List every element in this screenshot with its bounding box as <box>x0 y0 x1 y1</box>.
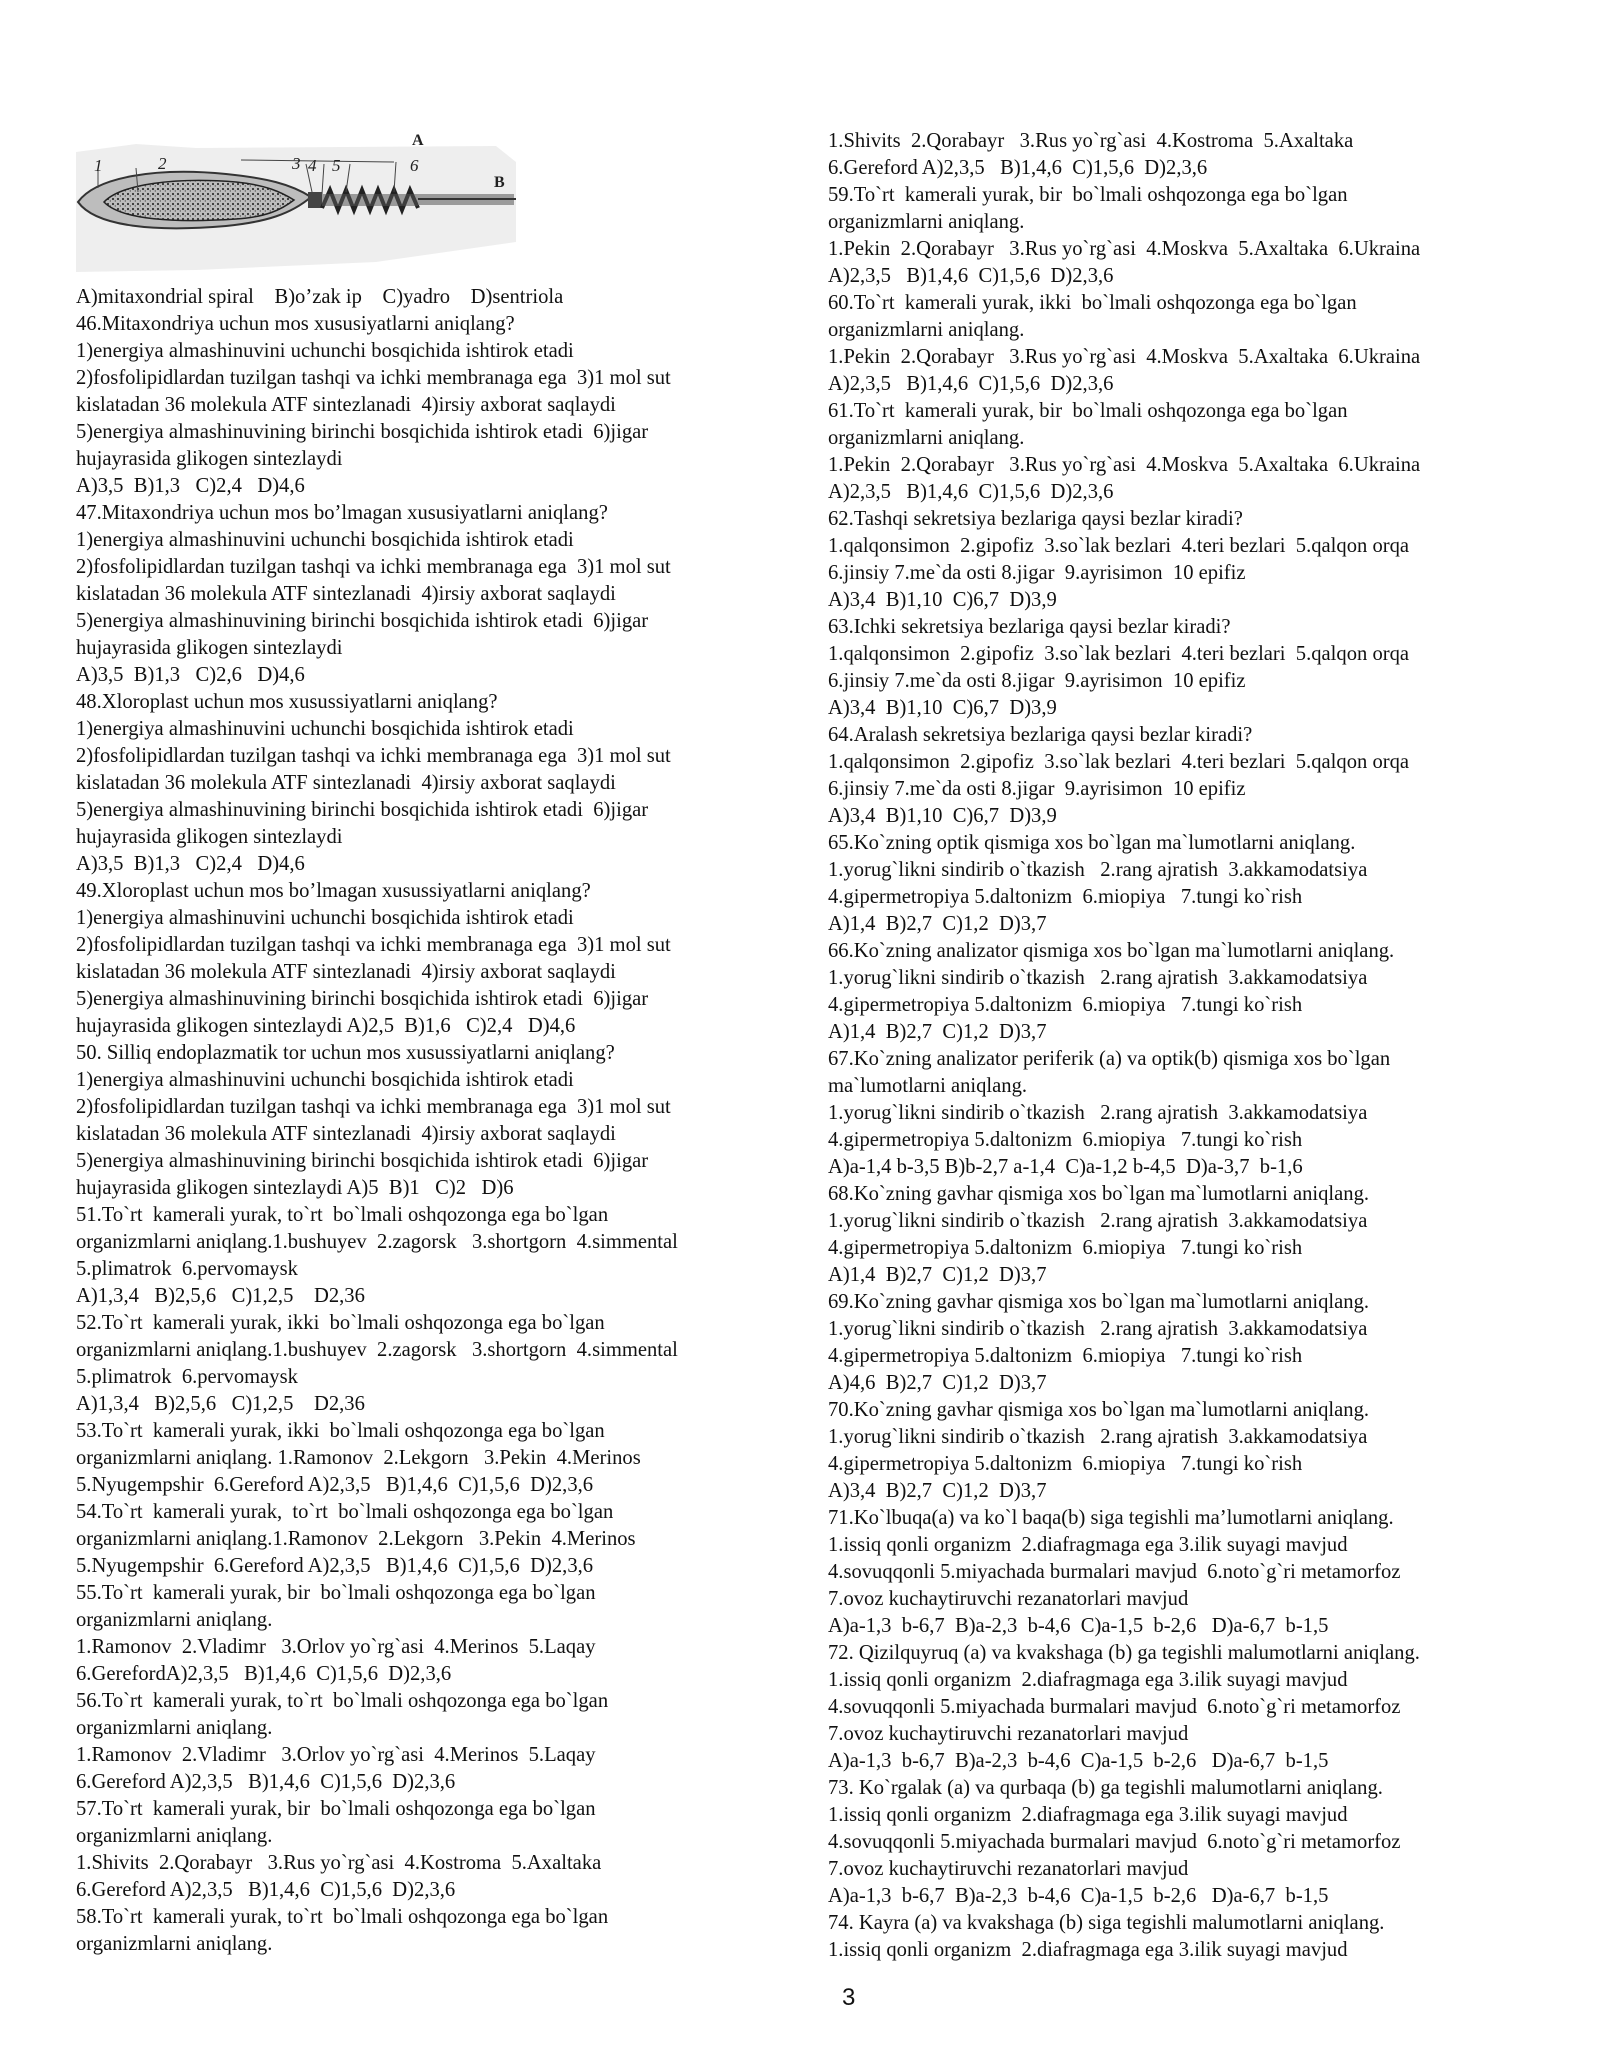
right-column-text-line: 1.Pekin 2.Qorabayr 3.Rus yo`rg`asi 4.Moskva 5.Axaltaka 6.Ukraina <box>828 238 1421 260</box>
right-column-text-line: 7.ovoz kuchaytiruvchi rezanatorlari mavjud <box>828 1858 1189 1880</box>
right-column-text-line: 6.jinsiy 7.me`da osti 8.jigar 9.ayrisimon 10 epifiz <box>828 562 1246 584</box>
left-column-text-line: 5.plimatrok 6.pervomaysk <box>76 1366 298 1388</box>
left-column-text-line: hujayrasida glikogen sintezlaydi A)5 B)1 C)2 D)6 <box>76 1177 514 1199</box>
right-column-text-line: 1.yorug`likni sindirib o`tkazish 2.rang ajratish 3.akkamodatsiya <box>828 1210 1368 1232</box>
left-column-text-line: kislatadan 36 molekula ATF sintezlanadi 4)irsiy axborat saqlaydi <box>76 772 616 794</box>
left-column-text-line: 5)energiya almashinuvining birinchi bosqichida ishtirok etadi 6)jigar <box>76 1150 649 1172</box>
right-column-text-line: A)1,4 B)2,7 C)1,2 D)3,7 <box>828 1021 1047 1043</box>
left-column-text-line: organizmlarni aniqlang.1.bushuyev 2.zagorsk 3.shortgorn 4.simmental <box>76 1231 678 1253</box>
right-column-text-line: organizmlarni aniqlang. <box>828 427 1025 449</box>
left-column-text-line: 50. Silliq endoplazmatik tor uchun mos xusussiyatlarni aniqlang? <box>76 1042 615 1064</box>
left-column-text-line: A)mitaxondrial spiral B)o’zak ip C)yadro D)sentriola <box>76 286 564 308</box>
left-column-text-line: 52.To`rt kamerali yurak, ikki bo`lmali oshqozonga ega bo`lgan <box>76 1312 605 1334</box>
right-column-text-line: 4.gipermetropiya 5.daltonizm 6.miopiya 7.tungi ko`rish <box>828 1129 1303 1151</box>
right-column-text-line: 1.Pekin 2.Qorabayr 3.Rus yo`rg`asi 4.Moskva 5.Axaltaka 6.Ukraina <box>828 454 1421 476</box>
right-column-text-line: 4.gipermetropiya 5.daltonizm 6.miopiya 7.tungi ko`rish <box>828 1237 1303 1259</box>
right-column-text-line: 70.Ko`zning gavhar qismiga xos bo`lgan ma`lumotlarni aniqlang. <box>828 1399 1370 1421</box>
sperm-cell-figure <box>76 122 516 282</box>
right-column-text-line: 6.Gereford A)2,3,5 B)1,4,6 C)1,5,6 D)2,3,6 <box>828 157 1208 179</box>
right-column-text-line: 1.yorug`likni sindirib o`tkazish 2.rang ajratish 3.akkamodatsiya <box>828 859 1368 881</box>
right-column-text-line: 72. Qizilquyruq (a) va kvakshaga (b) ga tegishli malumotlarni aniqlang. <box>828 1642 1420 1664</box>
right-column-text-line: A)2,3,5 B)1,4,6 C)1,5,6 D)2,3,6 <box>828 265 1114 287</box>
right-column-text-line: 61.To`rt kamerali yurak, bir bo`lmali oshqozonga ega bo`lgan <box>828 400 1348 422</box>
left-column-text-line: hujayrasida glikogen sintezlaydi <box>76 637 343 659</box>
left-column-text-line: 1.Shivits 2.Qorabayr 3.Rus yo`rg`asi 4.Kostroma 5.Axaltaka <box>76 1852 602 1874</box>
right-column-text-line: A)a-1,3 b-6,7 B)a-2,3 b-4,6 C)a-1,5 b-2,6 D)a-6,7 b-1,5 <box>828 1750 1329 1772</box>
right-column-text-line: ma`lumotlarni aniqlang. <box>828 1075 1028 1097</box>
left-column-text-line: 1)energiya almashinuvini uchunchi bosqichida ishtirok etadi <box>76 907 574 929</box>
right-column-text-line: 73. Ko`rgalak (a) va qurbaqa (b) ga tegishli malumotlarni aniqlang. <box>828 1777 1383 1799</box>
left-column-text-line: organizmlarni aniqlang. <box>76 1717 273 1739</box>
right-column-text-line: 63.Ichki sekretsiya bezlariga qaysi bezlar kiradi? <box>828 616 1231 638</box>
left-column-text-line: A)3,5 B)1,3 C)2,4 D)4,6 <box>76 475 305 497</box>
left-column-text-line: 57.To`rt kamerali yurak, bir bo`lmali oshqozonga ega bo`lgan <box>76 1798 596 1820</box>
left-column <box>76 284 781 1958</box>
left-column-text-line: 2)fosfolipidlardan tuzilgan tashqi va ichki membranaga ega 3)1 mol sut <box>76 556 671 578</box>
left-column-text-line: 47.Mitaxondriya uchun mos bo’lmagan xususiyatlarni aniqlang? <box>76 502 608 524</box>
left-column-text-line: 53.To`rt kamerali yurak, ikki bo`lmali oshqozonga ega bo`lgan <box>76 1420 605 1442</box>
left-column-text-line: 58.To`rt kamerali yurak, to`rt bo`lmali oshqozonga ega bo`lgan <box>76 1906 609 1928</box>
left-column-text-line: 6.Gereford A)2,3,5 B)1,4,6 C)1,5,6 D)2,3,6 <box>76 1771 456 1793</box>
right-column-text-line: 66.Ko`zning analizator qismiga xos bo`lgan ma`lumotlarni aniqlang. <box>828 940 1395 962</box>
right-column-text-line: 1.yorug`likni sindirib o`tkazish 2.rang ajratish 3.akkamodatsiya <box>828 1102 1368 1124</box>
left-column-text-line: 49.Xloroplast uchun mos bo’lmagan xusussiyatlarni aniqlang? <box>76 880 591 902</box>
right-column-text-line: 1.qalqonsimon 2.gipofiz 3.so`lak bezlari 4.teri bezlari 5.qalqon orqa <box>828 535 1410 557</box>
figure-label-3: 3 <box>292 154 301 173</box>
left-column-text-line: 5.Nyugempshir 6.Gereford A)2,3,5 B)1,4,6 C)1,5,6 D)2,3,6 <box>76 1474 594 1496</box>
left-column-text-line: hujayrasida glikogen sintezlaydi <box>76 448 343 470</box>
right-column-text-line: 1.yorug`likni sindirib o`tkazish 2.rang ajratish 3.akkamodatsiya <box>828 1426 1368 1448</box>
left-column-text-line: 1)energiya almashinuvini uchunchi bosqichida ishtirok etadi <box>76 340 574 362</box>
right-column-text-line: 60.To`rt kamerali yurak, ikki bo`lmali oshqozonga ega bo`lgan <box>828 292 1357 314</box>
right-column-text-line: 64.Aralash sekretsiya bezlariga qaysi bezlar kiradi? <box>828 724 1253 746</box>
right-column-text-line: 4.gipermetropiya 5.daltonizm 6.miopiya 7.tungi ko`rish <box>828 886 1303 908</box>
left-column-text-line: A)1,3,4 B)2,5,6 C)1,2,5 D2,36 <box>76 1285 365 1307</box>
left-column-text-line: 5)energiya almashinuvining birinchi bosqichida ishtirok etadi 6)jigar <box>76 988 649 1010</box>
left-column-text-line: hujayrasida glikogen sintezlaydi <box>76 826 343 848</box>
figure-label-6: 6 <box>410 156 419 175</box>
left-column-text-line: kislatadan 36 molekula ATF sintezlanadi 4)irsiy axborat saqlaydi <box>76 961 616 983</box>
left-column-text-line: kislatadan 36 molekula ATF sintezlanadi 4)irsiy axborat saqlaydi <box>76 583 616 605</box>
right-column-text-line: A)a-1,3 b-6,7 B)a-2,3 b-4,6 C)a-1,5 b-2,6 D)a-6,7 b-1,5 <box>828 1615 1329 1637</box>
right-column-text-line: 1.issiq qonli organizm 2.diafragmaga ega 3.ilik suyagi mavjud <box>828 1669 1348 1691</box>
left-column-text-line: 56.To`rt kamerali yurak, to`rt bo`lmali oshqozonga ega bo`lgan <box>76 1690 609 1712</box>
left-column-text-line: 5.Nyugempshir 6.Gereford A)2,3,5 B)1,4,6 C)1,5,6 D)2,3,6 <box>76 1555 594 1577</box>
left-column-text-line: 2)fosfolipidlardan tuzilgan tashqi va ichki membranaga ega 3)1 mol sut <box>76 367 671 389</box>
right-column-text-line: A)2,3,5 B)1,4,6 C)1,5,6 D)2,3,6 <box>828 373 1114 395</box>
right-column-text-line: 1.qalqonsimon 2.gipofiz 3.so`lak bezlari 4.teri bezlari 5.qalqon orqa <box>828 751 1410 773</box>
left-column-text-line: 46.Mitaxondriya uchun mos xususiyatlarni aniqlang? <box>76 313 515 335</box>
right-column-text-line: 1.Shivits 2.Qorabayr 3.Rus yo`rg`asi 4.Kostroma 5.Axaltaka <box>828 130 1354 152</box>
left-column-text-line: kislatadan 36 molekula ATF sintezlanadi 4)irsiy axborat saqlaydi <box>76 394 616 416</box>
figure-label-b: B <box>494 174 505 191</box>
right-column-text-line: 1.Pekin 2.Qorabayr 3.Rus yo`rg`asi 4.Moskva 5.Axaltaka 6.Ukraina <box>828 346 1421 368</box>
left-column-text-line: 2)fosfolipidlardan tuzilgan tashqi va ichki membranaga ega 3)1 mol sut <box>76 1096 671 1118</box>
right-column-text-line: 69.Ko`zning gavhar qismiga xos bo`lgan ma`lumotlarni aniqlang. <box>828 1291 1370 1313</box>
left-column-text-line: 5)energiya almashinuvining birinchi bosqichida ishtirok etadi 6)jigar <box>76 799 649 821</box>
right-column-text-line: 4.sovuqqonli 5.miyachada burmalari mavjud 6.noto`g`ri metamorfoz <box>828 1561 1401 1583</box>
sperm-cell-illustration <box>76 122 516 282</box>
right-column-text-line: A)3,4 B)1,10 C)6,7 D)3,9 <box>828 589 1057 611</box>
left-column-text-line: 51.To`rt kamerali yurak, to`rt bo`lmali oshqozonga ega bo`lgan <box>76 1204 609 1226</box>
right-column-text-line: 4.gipermetropiya 5.daltonizm 6.miopiya 7.tungi ko`rish <box>828 994 1303 1016</box>
right-column-text-line: 6.jinsiy 7.me`da osti 8.jigar 9.ayrisimon 10 epifiz <box>828 670 1246 692</box>
left-column-text-line: 55.To`rt kamerali yurak, bir bo`lmali oshqozonga ega bo`lgan <box>76 1582 596 1604</box>
right-column-text-line: 4.gipermetropiya 5.daltonizm 6.miopiya 7.tungi ko`rish <box>828 1345 1303 1367</box>
left-column-text-line: organizmlarni aniqlang. 1.Ramonov 2.Lekgorn 3.Pekin 4.Merinos <box>76 1447 641 1469</box>
left-column-text-line: kislatadan 36 molekula ATF sintezlanadi 4)irsiy axborat saqlaydi <box>76 1123 616 1145</box>
right-column-text-line: A)3,4 B)1,10 C)6,7 D)3,9 <box>828 697 1057 719</box>
right-column-text-line: 1.yorug`likni sindirib o`tkazish 2.rang ajratish 3.akkamodatsiya <box>828 1318 1368 1340</box>
figure-label-5: 5 <box>332 156 341 175</box>
left-column-text-line: 48.Xloroplast uchun mos xusussiyatlarni aniqlang? <box>76 691 498 713</box>
page-number: 3 <box>842 1984 856 2011</box>
right-column-text-line: 71.Ko`lbuqa(a) va ko`l baqa(b) siga tegishli ma’lumotlarni aniqlang. <box>828 1507 1394 1529</box>
figure-label-1: 1 <box>94 156 103 175</box>
right-column-text-line: 1.issiq qonli organizm 2.diafragmaga ega 3.ilik suyagi mavjud <box>828 1534 1348 1556</box>
right-column-text-line: 1.yorug`likni sindirib o`tkazish 2.rang ajratish 3.akkamodatsiya <box>828 967 1368 989</box>
left-column-text-line: A)3,5 B)1,3 C)2,4 D)4,6 <box>76 853 305 875</box>
right-column-text-line: A)a-1,4 b-3,5 B)b-2,7 a-1,4 C)a-1,2 b-4,5 D)a-3,7 b-1,6 <box>828 1156 1303 1178</box>
right-column-text-line: 68.Ko`zning gavhar qismiga xos bo`lgan ma`lumotlarni aniqlang. <box>828 1183 1370 1205</box>
right-column-text-line: 4.sovuqqonli 5.miyachada burmalari mavjud 6.noto`g`ri metamorfoz <box>828 1831 1401 1853</box>
right-column-text-line: A)1,4 B)2,7 C)1,2 D)3,7 <box>828 913 1047 935</box>
right-column-text-line: 1.issiq qonli organizm 2.diafragmaga ega 3.ilik suyagi mavjud <box>828 1804 1348 1826</box>
right-column-text-line: 6.jinsiy 7.me`da osti 8.jigar 9.ayrisimon 10 epifiz <box>828 778 1246 800</box>
right-column-text-line: 1.qalqonsimon 2.gipofiz 3.so`lak bezlari 4.teri bezlari 5.qalqon orqa <box>828 643 1410 665</box>
right-column-text-line: A)1,4 B)2,7 C)1,2 D)3,7 <box>828 1264 1047 1286</box>
left-column-text-line: organizmlarni aniqlang.1.Ramonov 2.Lekgorn 3.Pekin 4.Merinos <box>76 1528 636 1550</box>
right-column-text-line: 67.Ko`zning analizator periferik (a) va optik(b) qismiga xos bo`lgan <box>828 1048 1391 1070</box>
figure-label-4: 4 <box>308 156 317 175</box>
right-column-text-line: 62.Tashqi sekretsiya bezlariga qaysi bezlar kiradi? <box>828 508 1243 530</box>
left-column-text-line: organizmlarni aniqlang. <box>76 1609 273 1631</box>
left-column-text-line: 54.To`rt kamerali yurak, to`rt bo`lmali oshqozonga ega bo`lgan <box>76 1501 614 1523</box>
left-column-text-line: organizmlarni aniqlang.1.bushuyev 2.zagorsk 3.shortgorn 4.simmental <box>76 1339 678 1361</box>
left-column-text-line: 1.Ramonov 2.Vladimr 3.Orlov yo`rg`asi 4.Merinos 5.Laqay <box>76 1636 596 1658</box>
right-column-text-line: A)a-1,3 b-6,7 B)a-2,3 b-4,6 C)a-1,5 b-2,6 D)a-6,7 b-1,5 <box>828 1885 1329 1907</box>
left-column-text-line: organizmlarni aniqlang. <box>76 1825 273 1847</box>
right-column-text-line: 59.To`rt kamerali yurak, bir bo`lmali oshqozonga ega bo`lgan <box>828 184 1348 206</box>
right-column-text-line: A)2,3,5 B)1,4,6 C)1,5,6 D)2,3,6 <box>828 481 1114 503</box>
right-column-text-line: organizmlarni aniqlang. <box>828 211 1025 233</box>
right-column-text-line: 4.sovuqqonli 5.miyachada burmalari mavjud 6.noto`g`ri metamorfoz <box>828 1696 1401 1718</box>
left-column-text-line: A)3,5 B)1,3 C)2,6 D)4,6 <box>76 664 305 686</box>
left-column-text-line: 5.plimatrok 6.pervomaysk <box>76 1258 298 1280</box>
right-column-text-line: 4.gipermetropiya 5.daltonizm 6.miopiya 7.tungi ko`rish <box>828 1453 1303 1475</box>
figure-label-a: A <box>412 132 424 149</box>
left-column-text-line: hujayrasida glikogen sintezlaydi A)2,5 B)1,6 C)2,4 D)4,6 <box>76 1015 576 1037</box>
right-column-text-line: 7.ovoz kuchaytiruvchi rezanatorlari mavjud <box>828 1588 1189 1610</box>
left-column-text-line: 1)energiya almashinuvini uchunchi bosqichida ishtirok etadi <box>76 718 574 740</box>
left-column-text-line: organizmlarni aniqlang. <box>76 1933 273 1955</box>
left-column-text-line: A)1,3,4 B)2,5,6 C)1,2,5 D2,36 <box>76 1393 365 1415</box>
right-column-text-line: 7.ovoz kuchaytiruvchi rezanatorlari mavjud <box>828 1723 1189 1745</box>
right-column-text-line: organizmlarni aniqlang. <box>828 319 1025 341</box>
right-column-text-line: 74. Kayra (a) va kvakshaga (b) siga tegishli malumotlarni aniqlang. <box>828 1912 1385 1934</box>
left-column-text-line: 5)energiya almashinuvining birinchi bosqichida ishtirok etadi 6)jigar <box>76 610 649 632</box>
left-column-text-line: 1)energiya almashinuvini uchunchi bosqichida ishtirok etadi <box>76 529 574 551</box>
right-column-text-line: A)3,4 B)2,7 C)1,2 D)3,7 <box>828 1480 1047 1502</box>
right-column-text-line: A)4,6 B)2,7 C)1,2 D)3,7 <box>828 1372 1047 1394</box>
figure-label-2: 2 <box>158 154 167 173</box>
left-column-text-line: 6.Gereford A)2,3,5 B)1,4,6 C)1,5,6 D)2,3,6 <box>76 1879 456 1901</box>
right-column-text-line: A)3,4 B)1,10 C)6,7 D)3,9 <box>828 805 1057 827</box>
left-column-text-line: 6.GerefordA)2,3,5 B)1,4,6 C)1,5,6 D)2,3,6 <box>76 1663 452 1685</box>
left-column-text-line: 5)energiya almashinuvining birinchi bosqichida ishtirok etadi 6)jigar <box>76 421 649 443</box>
left-column-text-line: 1)energiya almashinuvini uchunchi bosqichida ishtirok etadi <box>76 1069 574 1091</box>
left-column-text-line: 1.Ramonov 2.Vladimr 3.Orlov yo`rg`asi 4.Merinos 5.Laqay <box>76 1744 596 1766</box>
left-column-text-line: 2)fosfolipidlardan tuzilgan tashqi va ichki membranaga ega 3)1 mol sut <box>76 745 671 767</box>
right-column-text-line: 1.issiq qonli organizm 2.diafragmaga ega 3.ilik suyagi mavjud <box>828 1939 1348 1961</box>
right-column <box>828 128 1528 1964</box>
right-column-text-line: 65.Ko`zning optik qismiga xos bo`lgan ma`lumotlarni aniqlang. <box>828 832 1356 854</box>
left-column-text-line: 2)fosfolipidlardan tuzilgan tashqi va ichki membranaga ega 3)1 mol sut <box>76 934 671 956</box>
